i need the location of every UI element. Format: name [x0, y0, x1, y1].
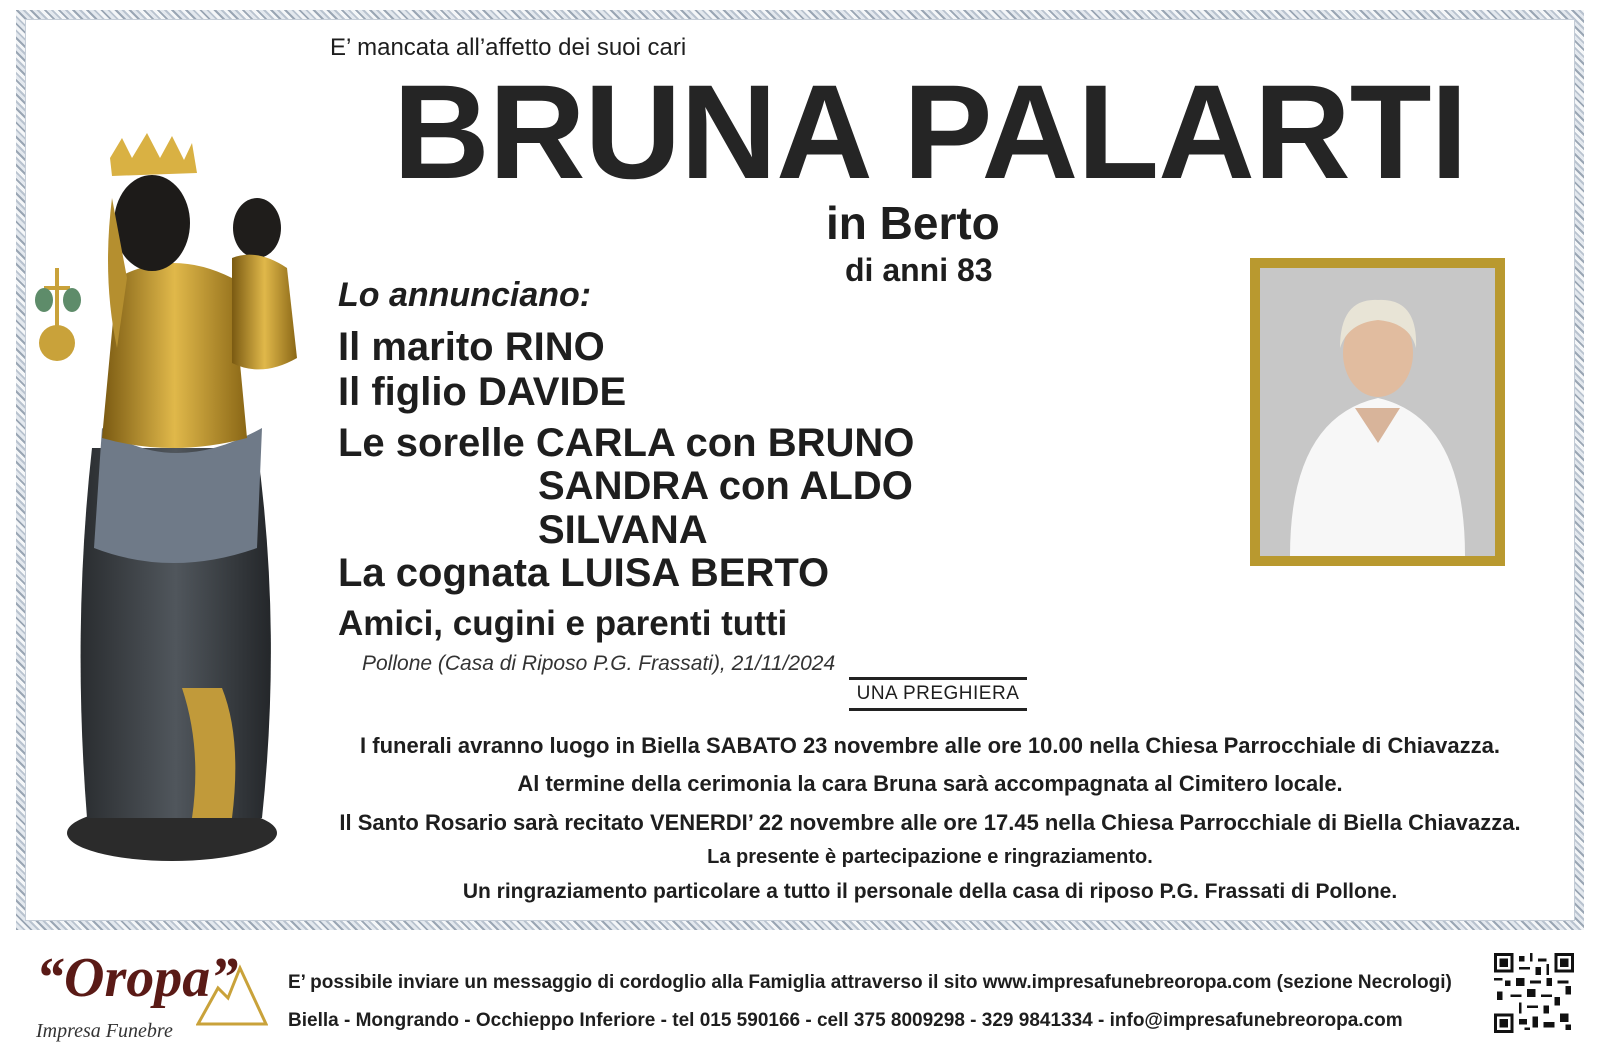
mountain-logo-icon — [196, 958, 268, 1028]
family-line: Il marito RINO — [338, 325, 605, 369]
madonna-statue-image — [32, 128, 312, 868]
portrait-photo-frame — [1250, 258, 1505, 566]
family-line: SANDRA con ALDO — [538, 464, 913, 508]
family-line: La cognata LUISA BERTO — [338, 551, 830, 595]
info-line: Il Santo Rosario sarà recitato VENERDI’ 22 novembre alle ore 17.45 nella Chiesa Parrocchiale di Biella Chiavazza. — [339, 810, 1521, 835]
intro-text: E’ mancata all’affetto dei suoi cari — [330, 34, 687, 61]
portrait-photo — [1260, 268, 1495, 556]
family-line: Il figlio DAVIDE — [338, 370, 627, 414]
married-name: in Berto — [826, 197, 1000, 249]
logo-name: “Oropa” — [36, 947, 239, 1009]
footer-message: E’ possibile inviare un messaggio di cordoglio alla Famiglia attraverso il sito www.impresafunebreoropa.com (sezione Necrologi) — [288, 972, 1452, 993]
age-text: di anni 83 — [845, 252, 993, 288]
info-line: Al termine della cerimonia la cara Bruna sarà accompagnata al Cimitero locale. — [517, 771, 1343, 796]
info-line: I funerali avranno luogo in Biella SABATO 23 novembre alle ore 10.00 nella Chiesa Parrocchiale di Chiavazza. — [360, 733, 1500, 758]
logo-subtitle: Impresa Funebre — [36, 1020, 173, 1042]
family-line: Le sorelle CARLA con BRUNO — [338, 421, 915, 465]
footer-contacts: Biella - Mongrando - Occhieppo Inferiore - tel 015 590166 - cell 375 8009298 - 329 9841334 - info@impresafunebreoropa.com — [288, 1010, 1403, 1031]
announce-label: Lo annunciano: — [338, 276, 592, 314]
deceased-name: BRUNA PALARTI — [393, 58, 1467, 207]
prayer-label: UNA PREGHIERA — [849, 677, 1027, 711]
place-date: Pollone (Casa di Riposo P.G. Frassati), 21/11/2024 — [362, 652, 836, 675]
info-line: La presente è partecipazione e ringraziamento. — [707, 846, 1153, 868]
family-line: SILVANA — [538, 508, 708, 552]
family-line: Amici, cugini e parenti tutti — [338, 604, 788, 643]
info-line: Un ringraziamento particolare a tutto il personale della casa di riposo P.G. Frassati di Pollone. — [462, 880, 1398, 903]
qr-code-icon[interactable] — [1494, 950, 1574, 1036]
